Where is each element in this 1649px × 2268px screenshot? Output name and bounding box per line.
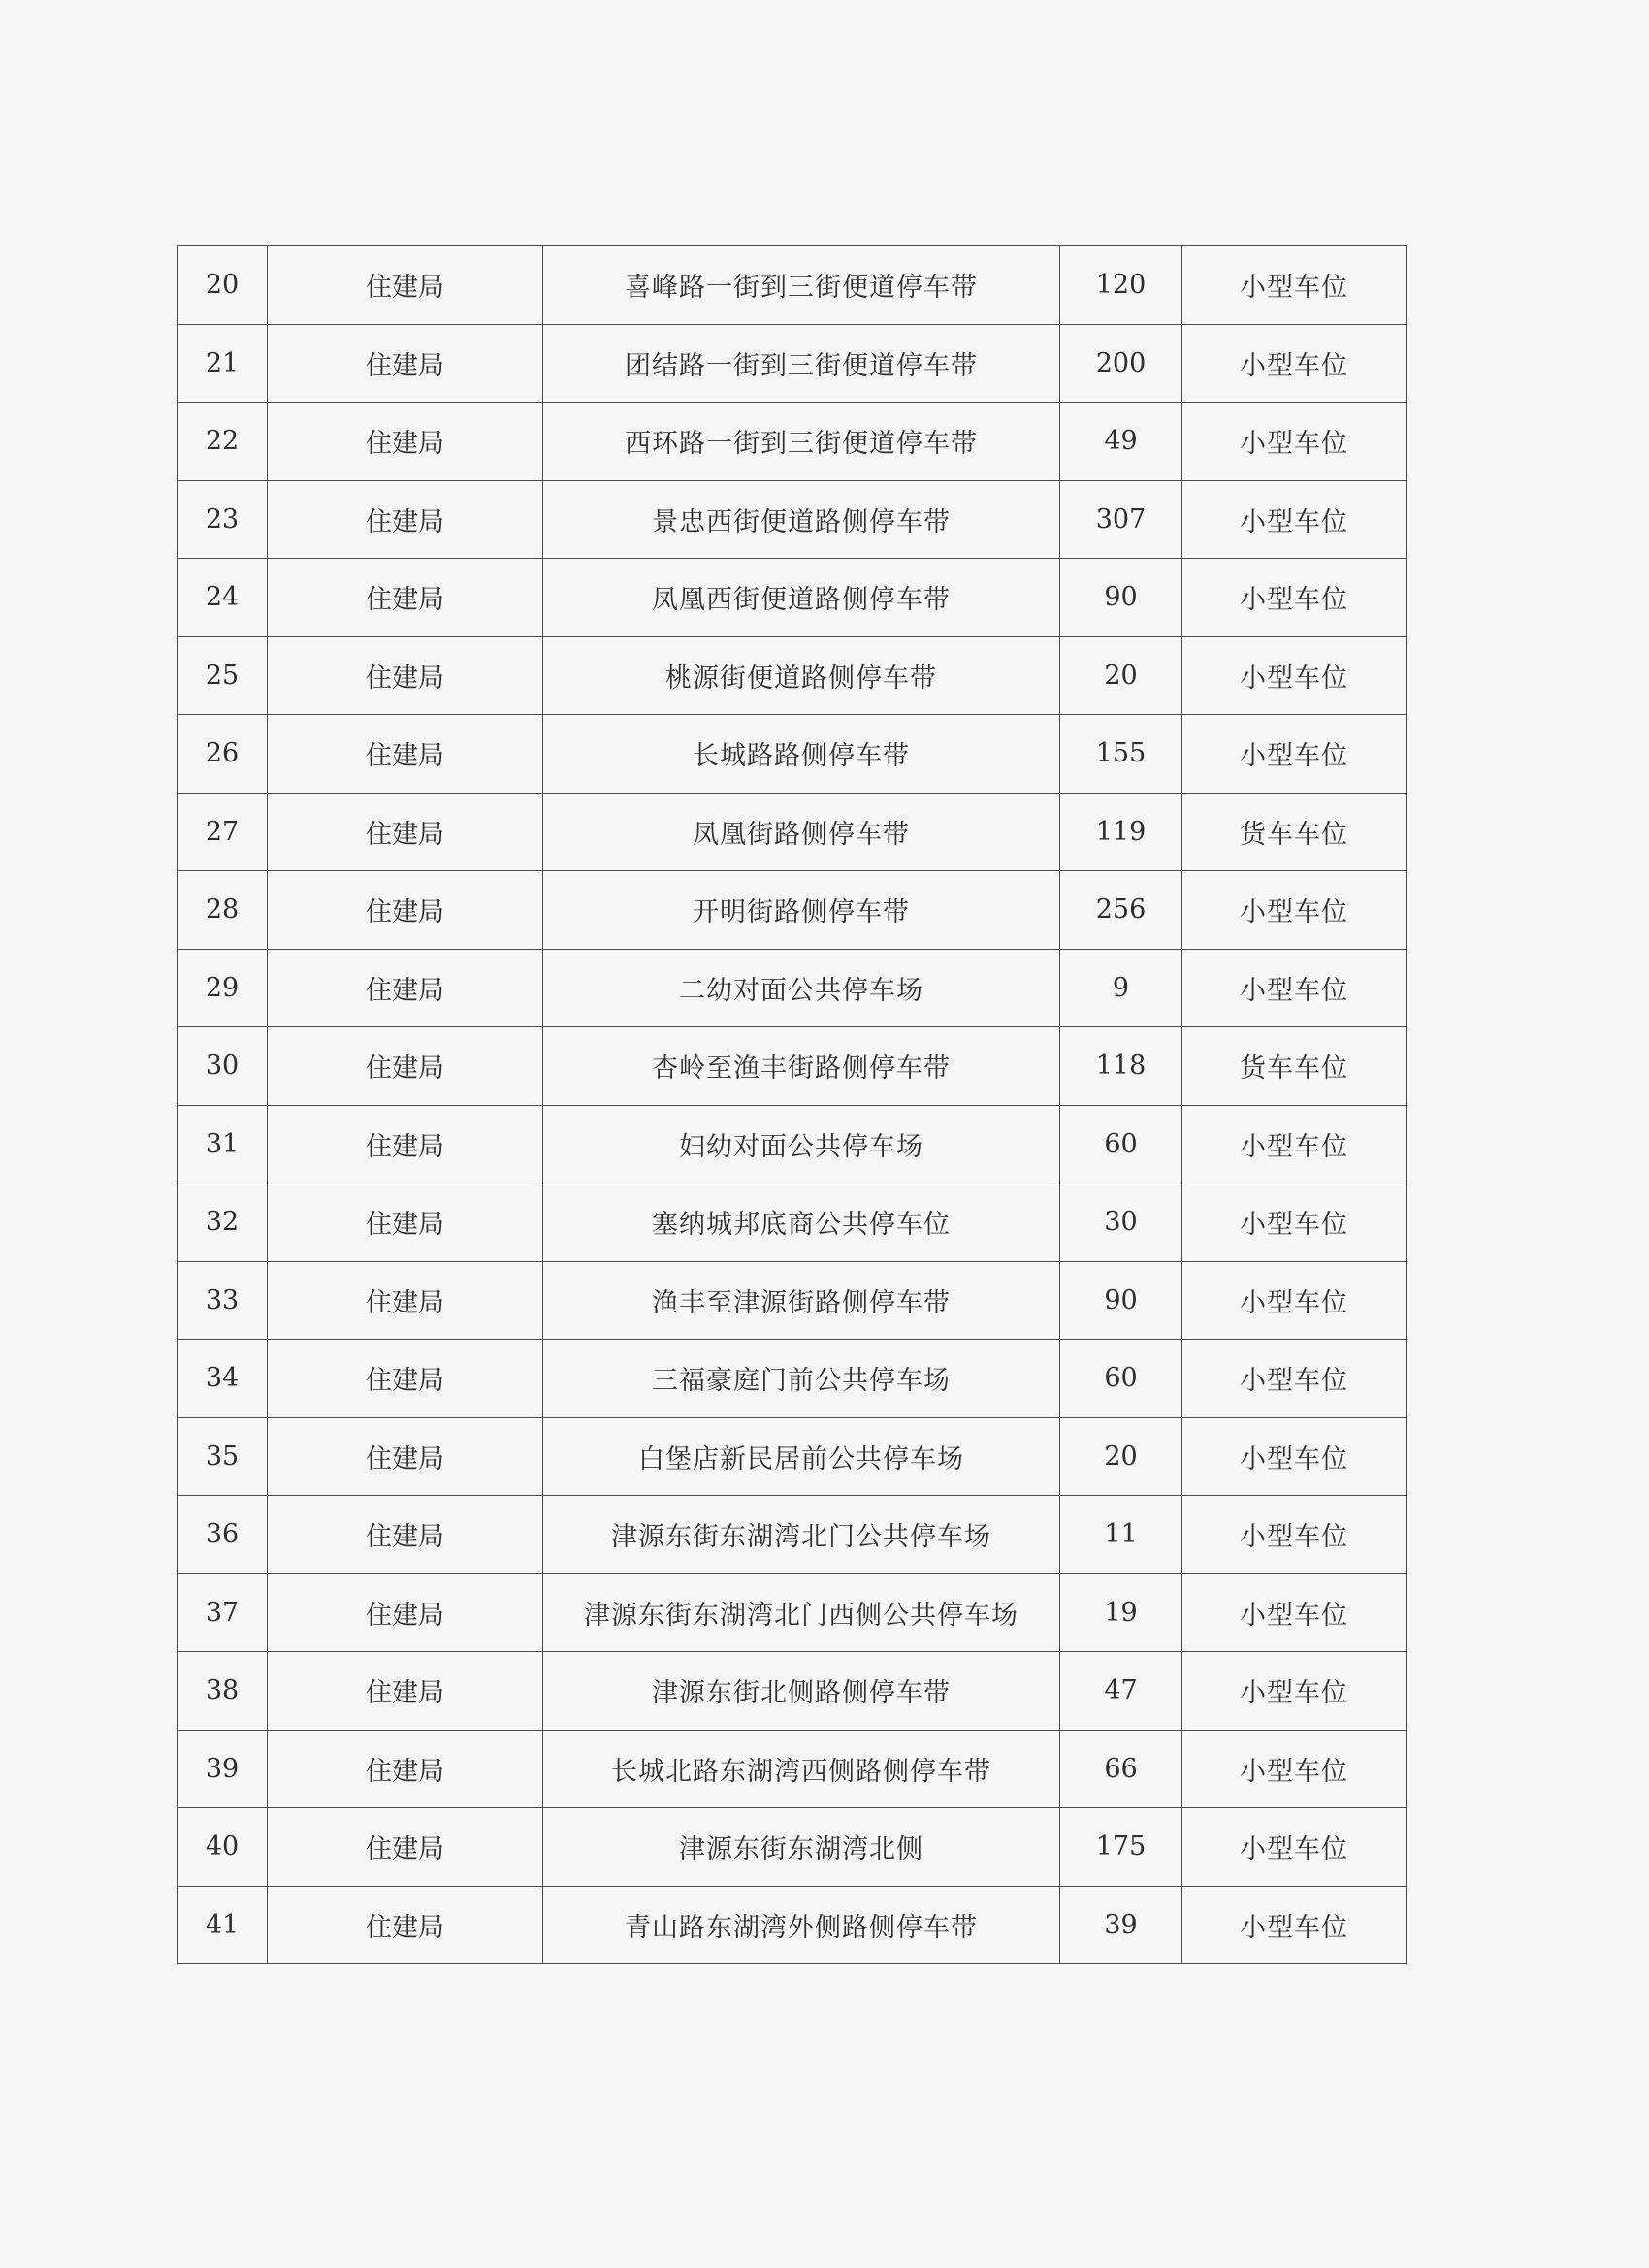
table-row xyxy=(178,715,1406,794)
table-row xyxy=(178,1730,1406,1808)
space-count-cell: 39 xyxy=(1060,1886,1182,1964)
row-number: 35 xyxy=(178,1417,268,1496)
space-count-cell: 20 xyxy=(1060,636,1182,715)
table-row xyxy=(178,871,1406,950)
location-cell: 津源东街北侧路侧停车带 xyxy=(543,1652,1060,1731)
department-cell: 住建局 xyxy=(268,480,543,559)
department-cell: 住建局 xyxy=(268,1105,543,1183)
department-cell: 住建局 xyxy=(268,1652,543,1731)
department-cell: 住建局 xyxy=(268,636,543,715)
location-cell: 喜峰路一街到三街便道停车带 xyxy=(543,246,1060,325)
location-cell: 开明街路侧停车带 xyxy=(543,871,1060,950)
location-cell: 妇幼对面公共停车场 xyxy=(543,1105,1060,1183)
location-cell: 津源东街东湖湾北门西侧公共停车场 xyxy=(543,1573,1060,1652)
row-number: 32 xyxy=(178,1183,268,1262)
space-count-cell: 49 xyxy=(1060,403,1182,481)
department-cell: 住建局 xyxy=(268,1808,543,1887)
space-type-cell: 货车车位 xyxy=(1182,1027,1406,1106)
location-cell: 景忠西街便道路侧停车带 xyxy=(543,480,1060,559)
table-row xyxy=(178,480,1406,559)
location-cell: 三福豪庭门前公共停车场 xyxy=(543,1340,1060,1418)
space-type-cell: 小型车位 xyxy=(1182,1183,1406,1262)
space-count-cell: 119 xyxy=(1060,793,1182,871)
table-row xyxy=(178,949,1406,1027)
space-type-cell: 小型车位 xyxy=(1182,871,1406,950)
space-type-cell: 小型车位 xyxy=(1182,559,1406,637)
space-type-cell: 小型车位 xyxy=(1182,1652,1406,1731)
row-number: 33 xyxy=(178,1261,268,1340)
table-row xyxy=(178,1808,1406,1887)
department-cell: 住建局 xyxy=(268,1496,543,1574)
space-type-cell: 小型车位 xyxy=(1182,1340,1406,1418)
row-number: 34 xyxy=(178,1340,268,1418)
location-cell: 长城路路侧停车带 xyxy=(543,715,1060,794)
table-row xyxy=(178,793,1406,871)
location-cell: 桃源街便道路侧停车带 xyxy=(543,636,1060,715)
table-row xyxy=(178,1886,1406,1964)
department-cell: 住建局 xyxy=(268,949,543,1027)
department-cell: 住建局 xyxy=(268,1340,543,1418)
table-row xyxy=(178,1027,1406,1106)
space-type-cell: 小型车位 xyxy=(1182,949,1406,1027)
table-row xyxy=(178,1105,1406,1183)
space-type-cell: 小型车位 xyxy=(1182,480,1406,559)
row-number: 22 xyxy=(178,403,268,481)
space-count-cell: 175 xyxy=(1060,1808,1182,1887)
row-number: 29 xyxy=(178,949,268,1027)
space-count-cell: 47 xyxy=(1060,1652,1182,1731)
row-number: 30 xyxy=(178,1027,268,1106)
space-count-cell: 19 xyxy=(1060,1573,1182,1652)
department-cell: 住建局 xyxy=(268,1183,543,1262)
location-cell: 杏岭至渔丰街路侧停车带 xyxy=(543,1027,1060,1106)
space-type-cell: 小型车位 xyxy=(1182,1808,1406,1887)
space-count-cell: 60 xyxy=(1060,1105,1182,1183)
location-cell: 二幼对面公共停车场 xyxy=(543,949,1060,1027)
row-number: 20 xyxy=(178,246,268,325)
row-number: 21 xyxy=(178,324,268,403)
department-cell: 住建局 xyxy=(268,246,543,325)
space-type-cell: 小型车位 xyxy=(1182,1105,1406,1183)
space-type-cell: 小型车位 xyxy=(1182,1261,1406,1340)
table-row xyxy=(178,1261,1406,1340)
space-type-cell: 小型车位 xyxy=(1182,403,1406,481)
row-number: 27 xyxy=(178,793,268,871)
location-cell: 凤凰西街便道路侧停车带 xyxy=(543,559,1060,637)
space-count-cell: 256 xyxy=(1060,871,1182,950)
space-count-cell: 155 xyxy=(1060,715,1182,794)
space-count-cell: 30 xyxy=(1060,1183,1182,1262)
space-count-cell: 11 xyxy=(1060,1496,1182,1574)
space-type-cell: 小型车位 xyxy=(1182,1730,1406,1808)
location-cell: 津源东街东湖湾北侧 xyxy=(543,1808,1060,1887)
department-cell: 住建局 xyxy=(268,715,543,794)
space-count-cell: 200 xyxy=(1060,324,1182,403)
space-type-cell: 小型车位 xyxy=(1182,324,1406,403)
space-count-cell: 118 xyxy=(1060,1027,1182,1106)
table-row xyxy=(178,1183,1406,1262)
space-type-cell: 小型车位 xyxy=(1182,1417,1406,1496)
row-number: 28 xyxy=(178,871,268,950)
department-cell: 住建局 xyxy=(268,403,543,481)
space-type-cell: 货车车位 xyxy=(1182,793,1406,871)
row-number: 41 xyxy=(178,1886,268,1964)
table-row xyxy=(178,1496,1406,1574)
location-cell: 凤凰街路侧停车带 xyxy=(543,793,1060,871)
department-cell: 住建局 xyxy=(268,1417,543,1496)
row-number: 38 xyxy=(178,1652,268,1731)
space-type-cell: 小型车位 xyxy=(1182,1886,1406,1964)
row-number: 25 xyxy=(178,636,268,715)
location-cell: 白堡店新民居前公共停车场 xyxy=(543,1417,1060,1496)
row-number: 24 xyxy=(178,559,268,637)
table-row xyxy=(178,559,1406,637)
table-body xyxy=(178,246,1406,1964)
space-type-cell: 小型车位 xyxy=(1182,246,1406,325)
table-row xyxy=(178,403,1406,481)
location-cell: 津源东街东湖湾北门公共停车场 xyxy=(543,1496,1060,1574)
department-cell: 住建局 xyxy=(268,1573,543,1652)
table-row xyxy=(178,1340,1406,1418)
location-cell: 渔丰至津源街路侧停车带 xyxy=(543,1261,1060,1340)
table-row xyxy=(178,1417,1406,1496)
location-cell: 青山路东湖湾外侧路侧停车带 xyxy=(543,1886,1060,1964)
department-cell: 住建局 xyxy=(268,871,543,950)
space-count-cell: 90 xyxy=(1060,1261,1182,1340)
table-row xyxy=(178,324,1406,403)
department-cell: 住建局 xyxy=(268,1261,543,1340)
space-count-cell: 9 xyxy=(1060,949,1182,1027)
location-cell: 团结路一街到三街便道停车带 xyxy=(543,324,1060,403)
location-cell: 西环路一街到三街便道停车带 xyxy=(543,403,1060,481)
location-cell: 长城北路东湖湾西侧路侧停车带 xyxy=(543,1730,1060,1808)
row-number: 37 xyxy=(178,1573,268,1652)
space-type-cell: 小型车位 xyxy=(1182,1573,1406,1652)
space-count-cell: 20 xyxy=(1060,1417,1182,1496)
space-count-cell: 307 xyxy=(1060,480,1182,559)
department-cell: 住建局 xyxy=(268,324,543,403)
department-cell: 住建局 xyxy=(268,559,543,637)
row-number: 39 xyxy=(178,1730,268,1808)
space-type-cell: 小型车位 xyxy=(1182,715,1406,794)
table-row xyxy=(178,1652,1406,1731)
row-number: 23 xyxy=(178,480,268,559)
space-count-cell: 66 xyxy=(1060,1730,1182,1808)
row-number: 36 xyxy=(178,1496,268,1574)
department-cell: 住建局 xyxy=(268,793,543,871)
department-cell: 住建局 xyxy=(268,1027,543,1106)
space-count-cell: 90 xyxy=(1060,559,1182,637)
parking-spaces-table xyxy=(177,245,1406,1964)
table-row xyxy=(178,636,1406,715)
row-number: 40 xyxy=(178,1808,268,1887)
space-count-cell: 60 xyxy=(1060,1340,1182,1418)
space-type-cell: 小型车位 xyxy=(1182,1496,1406,1574)
department-cell: 住建局 xyxy=(268,1886,543,1964)
table-row xyxy=(178,1573,1406,1652)
row-number: 26 xyxy=(178,715,268,794)
location-cell: 塞纳城邦底商公共停车位 xyxy=(543,1183,1060,1262)
department-cell: 住建局 xyxy=(268,1730,543,1808)
space-type-cell: 小型车位 xyxy=(1182,636,1406,715)
space-count-cell: 120 xyxy=(1060,246,1182,325)
table-row xyxy=(178,246,1406,325)
row-number: 31 xyxy=(178,1105,268,1183)
